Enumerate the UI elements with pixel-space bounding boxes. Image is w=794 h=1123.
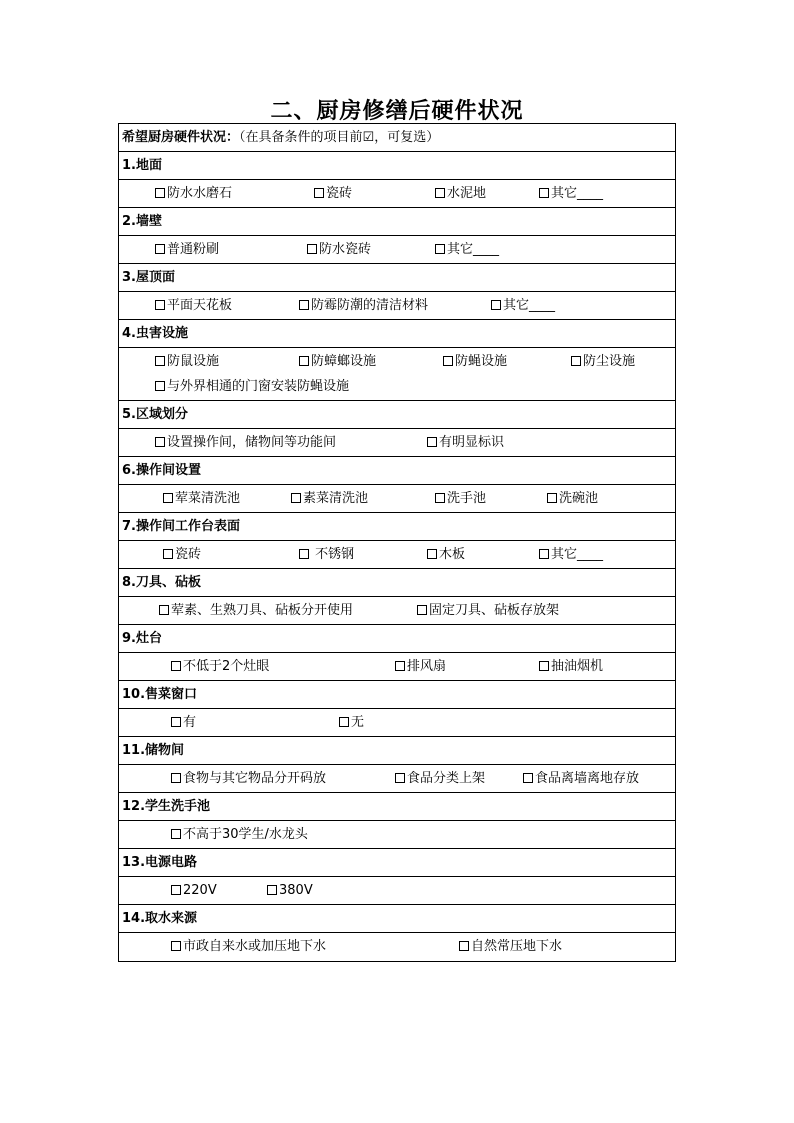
section-heading: 8.刀具、砧板 [119,569,675,597]
option-checkbox[interactable] [459,933,562,960]
option-checkbox[interactable] [171,765,326,792]
option-checkbox[interactable] [339,709,364,736]
option-label: 食品分类上架 [407,771,486,786]
option-label: 普通粉刷 [167,242,220,257]
option-checkbox[interactable] [435,236,499,263]
option-label: 排风扇 [407,659,447,674]
checkbox-icon [427,437,437,447]
option-label: 无 [351,715,365,730]
page-title: 二、厨房修缮后硬件状况 [270,99,524,124]
checkbox-icon [339,717,349,727]
option-checkbox[interactable] [547,485,598,512]
option-label: 木板 [439,547,466,562]
option-checkbox[interactable] [171,821,308,848]
checkbox-icon [427,549,437,559]
section-options [119,180,675,208]
option-checkbox[interactable] [155,236,219,263]
checkbox-icon [171,717,181,727]
section-heading: 4.虫害设施 [119,320,675,348]
checkbox-icon [307,244,317,254]
option-label: 不高于30学生/水龙头 [183,827,308,842]
hardware-form [118,123,676,962]
section-options [119,348,675,401]
checkbox-icon [523,773,533,783]
option-checkbox[interactable] [491,292,555,319]
option-label: 市政自来水或加压地下水 [183,939,327,954]
section-options [119,765,675,793]
option-label: 不锈钢 [311,547,355,562]
checkbox-icon [171,661,181,671]
checkbox-icon [171,941,181,951]
option-label: 其它____ [447,242,500,257]
checkbox-icon [571,356,581,366]
option-checkbox[interactable] [163,485,240,512]
option-checkbox[interactable] [443,348,507,375]
option-label: 防水水磨石 [167,186,233,201]
option-label: 其它____ [503,298,556,313]
section-options [119,429,675,457]
checkbox-icon [459,941,469,951]
section-heading: 5.区域划分 [119,401,675,429]
checkbox-icon [155,188,165,198]
checkbox-icon [267,885,277,895]
checkbox-icon [171,829,181,839]
header-label: 希望厨房硬件状况： [122,130,240,145]
section-options [119,541,675,569]
section-options [119,933,675,961]
option-checkbox[interactable] [171,709,196,736]
option-label: 平面天花板 [167,298,233,313]
checkbox-icon [299,549,309,559]
checkbox-icon [539,661,549,671]
section-heading: 10.售菜窗口 [119,681,675,709]
checkbox-icon [539,188,549,198]
option-label: 食物与其它物品分开码放 [183,771,327,786]
checkbox-icon [155,300,165,310]
checkbox-icon [171,885,181,895]
checkbox-icon [443,356,453,366]
checkbox-icon [435,493,445,503]
form-header [119,124,675,152]
option-checkbox[interactable] [159,597,353,624]
option-checkbox[interactable] [307,236,371,263]
section-options [119,236,675,264]
option-checkbox[interactable] [171,653,269,680]
section-options [119,597,675,625]
option-checkbox[interactable] [435,180,486,207]
option-checkbox[interactable] [171,877,217,904]
checkbox-icon [155,381,165,391]
option-checkbox[interactable] [539,180,603,207]
option-checkbox[interactable] [267,877,313,904]
section-heading: 2.墙壁 [119,208,675,236]
option-checkbox[interactable] [155,429,336,456]
checkbox-icon [155,244,165,254]
header-note-b: ，可复选） [374,130,440,145]
option-label: 荤菜清洗池 [175,491,241,506]
section-heading: 6.操作间设置 [119,457,675,485]
checkbox-icon [547,493,557,503]
option-checkbox[interactable] [395,653,446,680]
option-label: 防尘设施 [583,354,636,369]
option-label: 其它____ [551,547,604,562]
option-label: 瓷砖 [326,186,353,201]
checkbox-icon [171,773,181,783]
option-checkbox[interactable] [155,348,219,375]
header-note-a: （在具备条件的项目前 [239,130,363,145]
option-checkbox[interactable] [299,348,376,375]
section-heading: 9.灶台 [119,625,675,653]
option-label: 素菜清洗池 [303,491,369,506]
section-heading: 14.取水来源 [119,905,675,933]
option-checkbox[interactable] [435,485,486,512]
option-label: 有 [183,715,197,730]
checkbox-icon [299,356,309,366]
checkbox-icon [417,605,427,615]
checkbox-icon [395,661,405,671]
option-checkbox[interactable] [299,541,354,568]
option-checkbox[interactable] [163,541,201,568]
option-label: 220V [183,883,217,898]
option-label: 防蝇设施 [455,354,508,369]
option-checkbox[interactable] [314,180,352,207]
checkbox-icon [395,773,405,783]
checkbox-icon [299,300,309,310]
option-label: 水泥地 [447,186,487,201]
option-label: 其它____ [551,186,604,201]
option-checkbox[interactable] [291,485,368,512]
option-label: 380V [279,883,313,898]
checkbox-icon [163,493,173,503]
section-heading: 1.地面 [119,152,675,180]
checkbox-icon [155,437,165,447]
option-label: 有明显标识 [439,435,505,450]
section-heading: 12.学生洗手池 [119,793,675,821]
option-checkbox[interactable] [299,292,428,319]
option-checkbox[interactable] [427,429,504,456]
option-checkbox[interactable] [539,653,603,680]
option-checkbox[interactable] [171,933,326,960]
option-label: 防鼠设施 [167,354,220,369]
option-checkbox[interactable] [523,765,639,792]
option-checkbox[interactable] [427,541,465,568]
option-label: 防水瓷砖 [319,242,372,257]
section-options [119,292,675,320]
checked-box-icon: ☑ [362,130,375,145]
option-checkbox[interactable] [155,292,232,319]
checkbox-icon [314,188,324,198]
option-label: 固定刀具、砧板存放架 [429,603,560,618]
section-options [119,709,675,737]
section-options [119,485,675,513]
checkbox-icon [435,244,445,254]
option-label: 洗手池 [447,491,487,506]
option-label: 设置操作间，储物间等功能间 [167,435,337,450]
option-checkbox[interactable] [539,541,603,568]
option-label: 洗碗池 [559,491,599,506]
option-label: 抽油烟机 [551,659,604,674]
option-label: 瓷砖 [175,547,202,562]
checkbox-icon [491,300,501,310]
section-options [119,653,675,681]
checkbox-icon [539,549,549,559]
checkbox-icon [159,605,169,615]
option-checkbox[interactable] [155,373,349,400]
section-heading: 3.屋顶面 [119,264,675,292]
section-heading: 7.操作间工作台表面 [119,513,675,541]
option-checkbox[interactable] [571,348,635,375]
section-heading: 11.储物间 [119,737,675,765]
option-checkbox[interactable] [417,597,559,624]
option-label: 防蟑螂设施 [311,354,377,369]
section-heading: 13.电源电路 [119,849,675,877]
section-options [119,821,675,849]
checkbox-icon [435,188,445,198]
section-options [119,877,675,905]
option-checkbox[interactable] [395,765,485,792]
option-label: 食品离墙离地存放 [535,771,640,786]
option-label: 与外界相通的门窗安装防蝇设施 [167,379,350,394]
option-label: 不低于2个灶眼 [183,659,270,674]
option-checkbox[interactable] [155,180,232,207]
checkbox-icon [291,493,301,503]
checkbox-icon [163,549,173,559]
checkbox-icon [155,356,165,366]
option-label: 荤素、生熟刀具、砧板分开使用 [171,603,354,618]
option-label: 自然常压地下水 [471,939,563,954]
option-label: 防霉防潮的清洁材料 [311,298,429,313]
